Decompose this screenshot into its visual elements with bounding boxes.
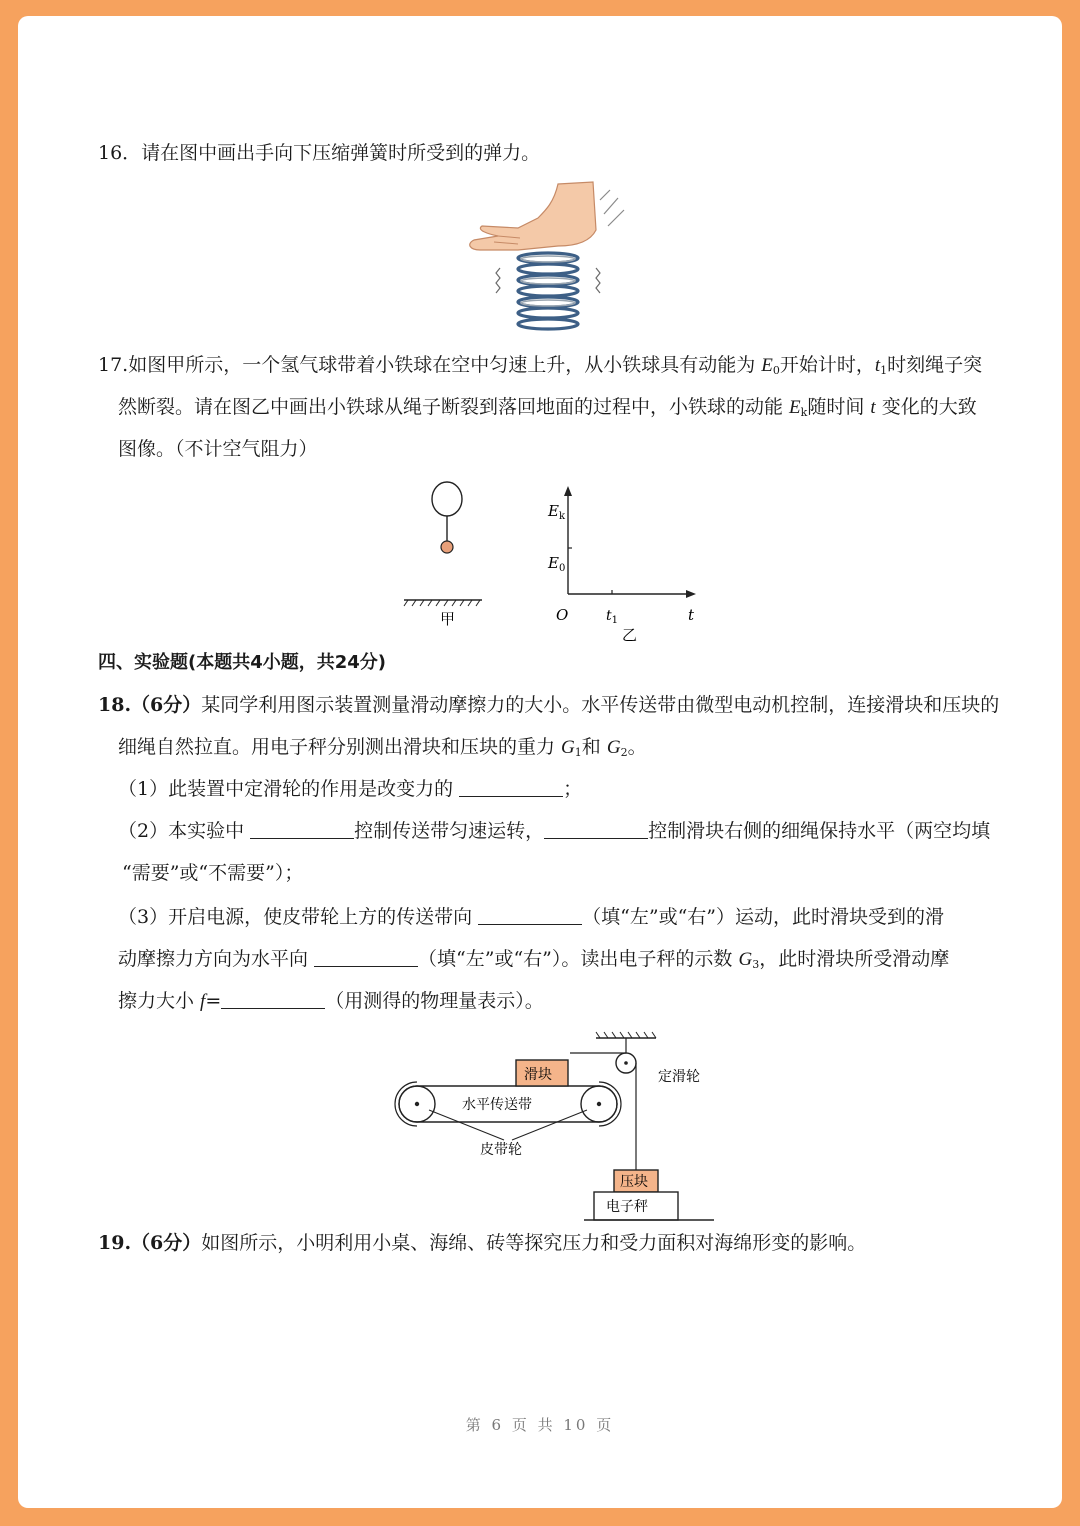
axis-t1-label: $t_1$: [606, 608, 619, 626]
q17-line1: 17.如图甲所示，一个氢气球带着小铁球在空中匀速上升，从小铁球具有动能为 $E_0$开始计时，$t_1$时刻绳子突: [98, 354, 983, 377]
q18-part3: （3）开启电源，使皮带轮上方的传送带向 （填“左”或“右”）运动，此时滑块受到的滑: [118, 906, 944, 928]
fig-label-yi: 乙: [622, 626, 638, 644]
q17-line2: 然断裂。请在图乙中画出小铁球从绳子断裂到落回地面的过程中，小铁球的动能 $E_k$随时间 t 变化的大致: [118, 396, 977, 419]
answer-blank-1[interactable]: [459, 778, 563, 797]
axis-e0-label: $E_0$: [548, 554, 566, 574]
iron-ball: [441, 541, 453, 553]
q19-line1: 19.（6分）如图所示，小明利用小桌、海绵、砖等探究压力和受力面积对海绵形变的影响。: [98, 1232, 867, 1254]
section4-title: 四、实验题(本题共4小题，共24分): [98, 652, 387, 673]
q18-line1: 18.（6分）某同学利用图示装置测量滑动摩擦力的大小。水平传送带由微型电动机控制，连接滑块和压块的: [98, 694, 1000, 716]
q17-line3: 图像。（不计空气阻力）: [118, 438, 318, 460]
q18-part2-cont: “需要”或“不需要”）；: [122, 862, 304, 884]
answer-blank-4[interactable]: [478, 906, 582, 925]
scale-label: 电子秤: [606, 1199, 648, 1215]
wheel-label: 皮带轮: [480, 1142, 522, 1158]
q16-text: 16．请在图中画出手向下压缩弹簧时所受到的弹力。: [98, 142, 541, 164]
answer-blank-5[interactable]: [314, 948, 418, 967]
slider-label: 滑块: [524, 1067, 552, 1083]
answer-blank-3[interactable]: [544, 820, 648, 839]
answer-blank-2[interactable]: [250, 820, 354, 839]
q17-figures: [398, 478, 698, 644]
belt-label: 水平传送带: [462, 1097, 532, 1113]
axis-origin-label: O: [556, 606, 569, 624]
page-footer: 第 6 页 共 10 页: [465, 1416, 615, 1434]
answer-blank-6[interactable]: [221, 990, 325, 1009]
press-block-label: 压块: [620, 1174, 648, 1190]
q18-part1: （1）此装置中定滑轮的作用是改变力的 ；: [118, 778, 583, 800]
q18-line2: 细绳自然拉直。用电子秤分别测出滑块和压块的重力 $G_1$和 $G_2$。: [118, 736, 647, 759]
pulley-label: 定滑轮: [658, 1069, 700, 1085]
exam-page: [18, 16, 1062, 1508]
friction-apparatus-diagram: [374, 1028, 714, 1214]
q18-part3-cont: 动摩擦力方向为水平向 （填“左”或“右”）。读出电子秤的示数 $G_3$，此时滑块所受滑动摩: [118, 948, 950, 971]
axis-t-label: t: [688, 606, 695, 624]
hand-spring-illustration: [458, 180, 628, 332]
axis-ek-label: $E_k$: [548, 502, 566, 522]
q18-part3-end: 擦力大小 f= （用测得的物理量表示）。: [118, 990, 544, 1012]
balloon: [432, 482, 462, 516]
fig-label-jia: 甲: [440, 610, 456, 628]
q18-part2: （2）本实验中 控制传送带匀速运转， 控制滑块右侧的细绳保持水平（两空均填: [118, 820, 991, 842]
